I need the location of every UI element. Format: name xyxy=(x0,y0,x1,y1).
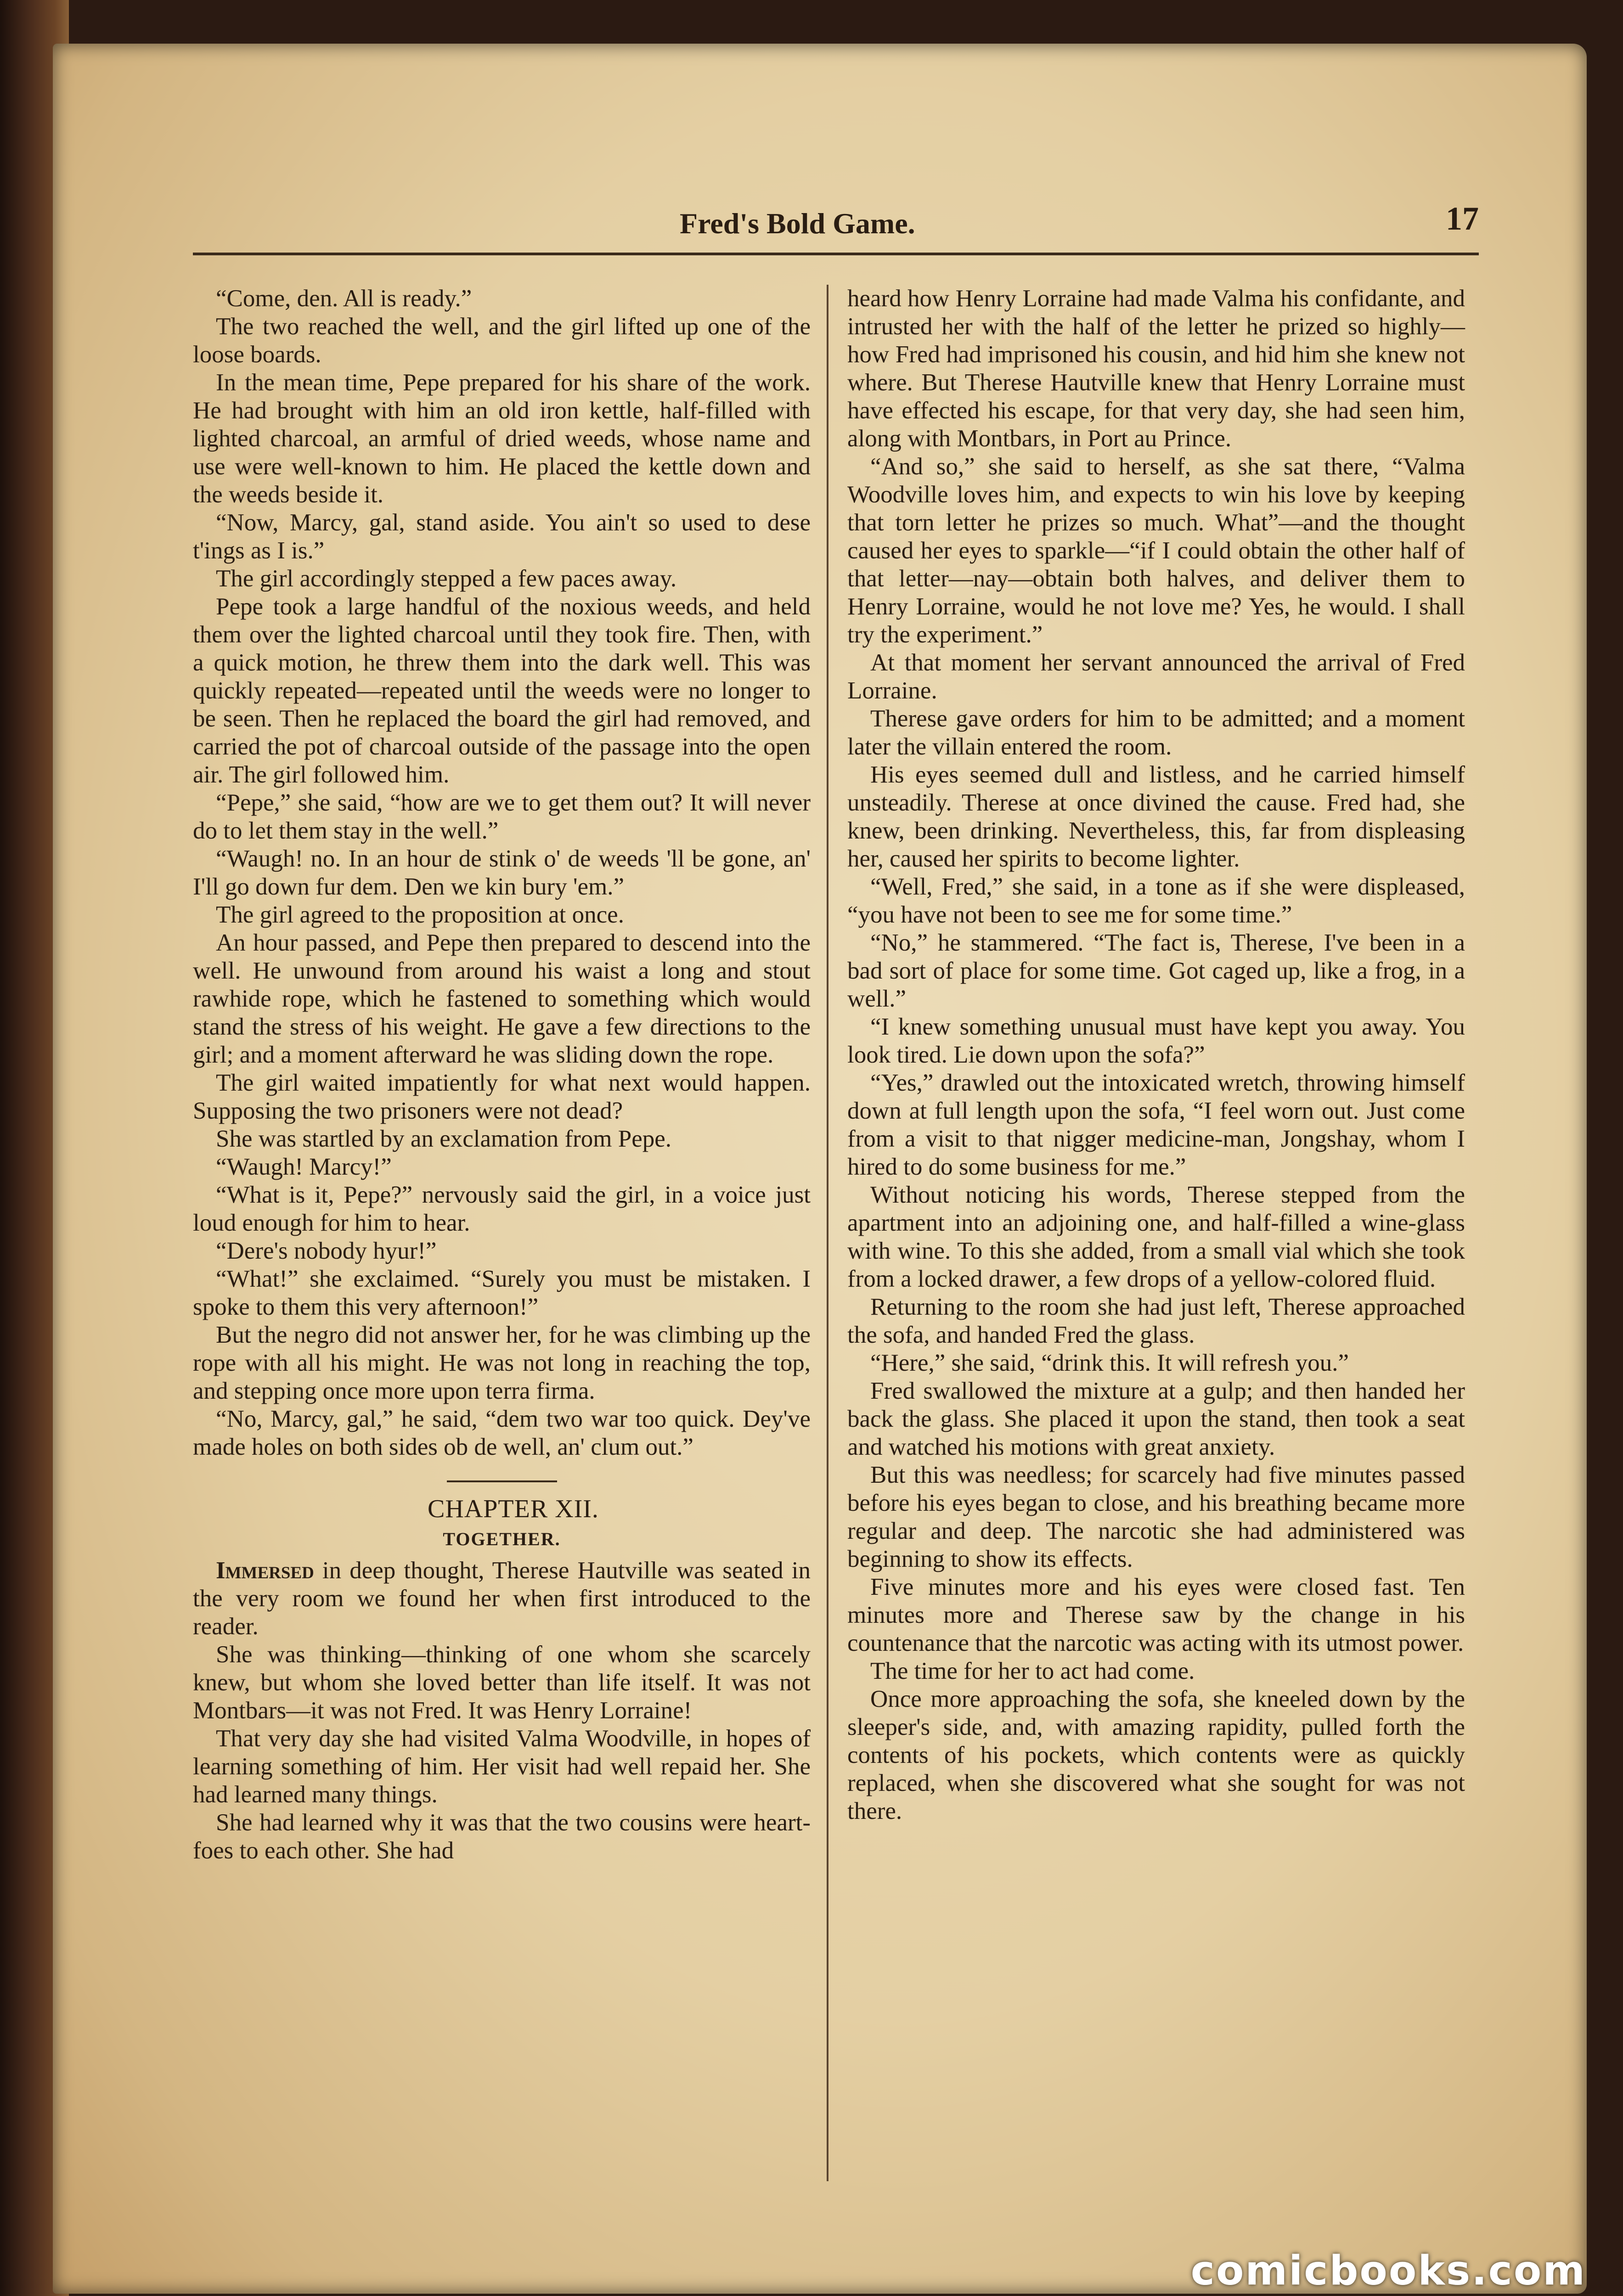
chapter-rule xyxy=(447,1480,557,1482)
paragraph: The time for her to act had come. xyxy=(870,1658,1195,1684)
paragraph: She was thinking—thinking of one whom she scarcely knew, but whom she loved better than life itself. It was not Montbars—it was not Fred. It was Henry Lorraine! xyxy=(193,1641,811,1724)
paragraph: Fred swallowed the mixture at a gulp; and then handed her back the glass. She placed it upon the stand, then took a seat and watched his motions with great anxiety. xyxy=(847,1378,1465,1460)
paragraph: Therese gave orders for him to be admitted; and a moment later the villain entered the room. xyxy=(847,705,1465,760)
paragraph: The girl waited impatiently for what next would happen. Supposing the two prisoners were not dead? xyxy=(193,1069,811,1124)
paragraph: His eyes seemed dull and listless, and he carried himself unsteadily. Therese at once divined the cause. Fred had, she knew, been drinking. Nevertheless, this, far from displeasing her, caused her spirits to become lighter. xyxy=(847,761,1465,872)
paragraph: “What is it, Pepe?” nervously said the girl, in a voice just loud enough for him to hear. xyxy=(193,1182,811,1236)
paragraph: “I knew something unusual must have kept you away. You look tired. Lie down upon the sofa?” xyxy=(847,1013,1465,1068)
left-column xyxy=(193,285,811,1865)
opening-word: Immersed xyxy=(216,1557,314,1584)
paragraph: Returning to the room she had just left, Therese approached the sofa, and handed Fred the glass. xyxy=(847,1294,1465,1348)
paragraph: The two reached the well, and the girl lifted up one of the loose boards. xyxy=(193,313,811,368)
paragraph: “Pepe,” she said, “how are we to get them out? It will never do to let them stay in the well.” xyxy=(193,789,811,844)
paragraph: She was startled by an exclamation from Pepe. xyxy=(216,1125,671,1152)
chapter-opening-paragraph xyxy=(193,1557,811,1641)
paragraph: Pepe took a large handful of the noxious weeds, and held them over the lighted charcoal until they took fire. Then, with a quick motion, he threw them into the dark well. This was quickly repeated—repeated until the weeds were no longer to be seen. Then he replaced the board the girl had removed, and carried the pot of charcoal outside of the passage into the open air. The girl followed him. xyxy=(193,593,811,788)
paragraph: “Dere's nobody hyur!” xyxy=(216,1238,437,1264)
paragraph: “No, Marcy, gal,” he said, “dem two war too quick. Dey've made holes on both sides ob de well, an' clum out.” xyxy=(193,1406,811,1460)
running-title: Fred's Bold Game. xyxy=(680,207,915,240)
page-number: 17 xyxy=(1446,200,1479,237)
paragraph: She had learned why it was that the two cousins were heart-foes to each other. She had xyxy=(193,1809,811,1864)
paragraph: “Waugh! no. In an hour de stink o' de weeds 'll be gone, an' I'll go down fur dem. Den we kin bury 'em.” xyxy=(193,845,811,900)
paragraph: In the mean time, Pepe prepared for his share of the work. He had brought with him an old iron kettle, half-filled with lighted charcoal, an armful of dried weeds, whose name and use were well-known to him. He placed the kettle down and the weeds beside it. xyxy=(193,369,811,508)
paragraph: The girl accordingly stepped a few paces away. xyxy=(216,565,677,592)
page-header xyxy=(193,197,1479,257)
paragraph: An hour passed, and Pepe then prepared to descend into the well. He unwound from around his waist a long and stout rawhide rope, which he fastened to something which would stand the stress of his weight. He gave a few directions to the girl; and a moment afterward he was sliding down the rope. xyxy=(193,929,811,1068)
paragraph: But this was needless; for scarcely had five minutes passed before his eyes began to close, and his breathing became more regular and deep. The narcotic she had administered was beginning to show its effects. xyxy=(847,1462,1465,1572)
paragraph: “No,” he stammered. “The fact is, Therese, I've been in a bad sort of place for some time. Got caged up, like a frog, in a well.” xyxy=(847,929,1465,1012)
column-divider xyxy=(827,285,828,2181)
right-column xyxy=(847,285,1465,1825)
paragraph: “Now, Marcy, gal, stand aside. You ain't so used to dese t'ings as I is.” xyxy=(193,509,811,564)
site-watermark: comicbooks.com xyxy=(1190,2247,1586,2294)
paragraph: “Here,” she said, “drink this. It will refresh you.” xyxy=(870,1350,1349,1376)
chapter-subtitle: TOGETHER. xyxy=(443,1529,561,1549)
paragraph: “Well, Fred,” she said, in a tone as if she were displeased, “you have not been to see me for some time.” xyxy=(847,873,1465,928)
paragraph: The girl agreed to the proposition at once. xyxy=(216,901,624,928)
paragraph: That very day she had visited Valma Woodville, in hopes of learning something of him. Her visit had well repaid her. She had learned many things. xyxy=(193,1725,811,1808)
paragraph: “What!” she exclaimed. “Surely you must be mistaken. I spoke to them this very afternoon!” xyxy=(193,1266,811,1320)
paragraph: Without noticing his words, Therese stepped from the apartment into an adjoining one, and half-filled a wine-glass with wine. To this she added, from a small vial which she took from a locked drawer, a few drops of a yellow-colored fluid. xyxy=(847,1182,1465,1292)
opening-text: in deep thought, Therese Hautville was seated in the very room we found her when first introduced to the reader. xyxy=(193,1557,811,1640)
paragraph: Five minutes more and his eyes were closed fast. Ten minutes more and Therese saw by the change in his countenance that the narcotic was acting with its utmost power. xyxy=(847,1574,1465,1656)
paragraph: “And so,” she said to herself, as she sat there, “Valma Woodville loves him, and expects to win his love by keeping that torn letter he prizes so much. What”—and the thought caused her eyes to sparkle—“if I could obtain the other half of that letter—nay—obtain both halves, and deliver them to Henry Lorraine, would he not love me? Yes, he would. I shall try the experiment.” xyxy=(847,453,1465,648)
paragraph: “Yes,” drawled out the intoxicated wretch, throwing himself down at full length upon the sofa, “I feel worn out. Just come from a visit to that nigger medicine-man, Jongshay, whom I hired to do some business for me.” xyxy=(847,1069,1465,1180)
chapter-title: CHAPTER XII. xyxy=(428,1495,599,1523)
paragraph: “Waugh! Marcy!” xyxy=(216,1154,392,1180)
paragraph: Once more approaching the sofa, she kneeled down by the sleeper's side, and, with amazing rapidity, pulled forth the contents of his pockets, which contents were as quickly replaced, when she discovered what she sought for was not there. xyxy=(847,1686,1465,1824)
paragraph: heard how Henry Lorraine had made Valma his confidante, and intrusted her with the half of the letter he prized so highly—how Fred had imprisoned his cousin, and hid him she knew not where. But Therese Hautville knew that Henry Lorraine must have effected his escape, for that very day, she had seen him, along with Montbars, in Port au Prince. xyxy=(847,285,1465,452)
paragraph: “Come, den. All is ready.” xyxy=(216,285,472,312)
header-rule xyxy=(193,253,1479,255)
paragraph: But the negro did not answer her, for he was climbing up the rope with all his might. He was not long in reaching the top, and stepping once more upon terra firma. xyxy=(193,1322,811,1404)
paragraph: At that moment her servant announced the arrival of Fred Lorraine. xyxy=(847,649,1465,704)
